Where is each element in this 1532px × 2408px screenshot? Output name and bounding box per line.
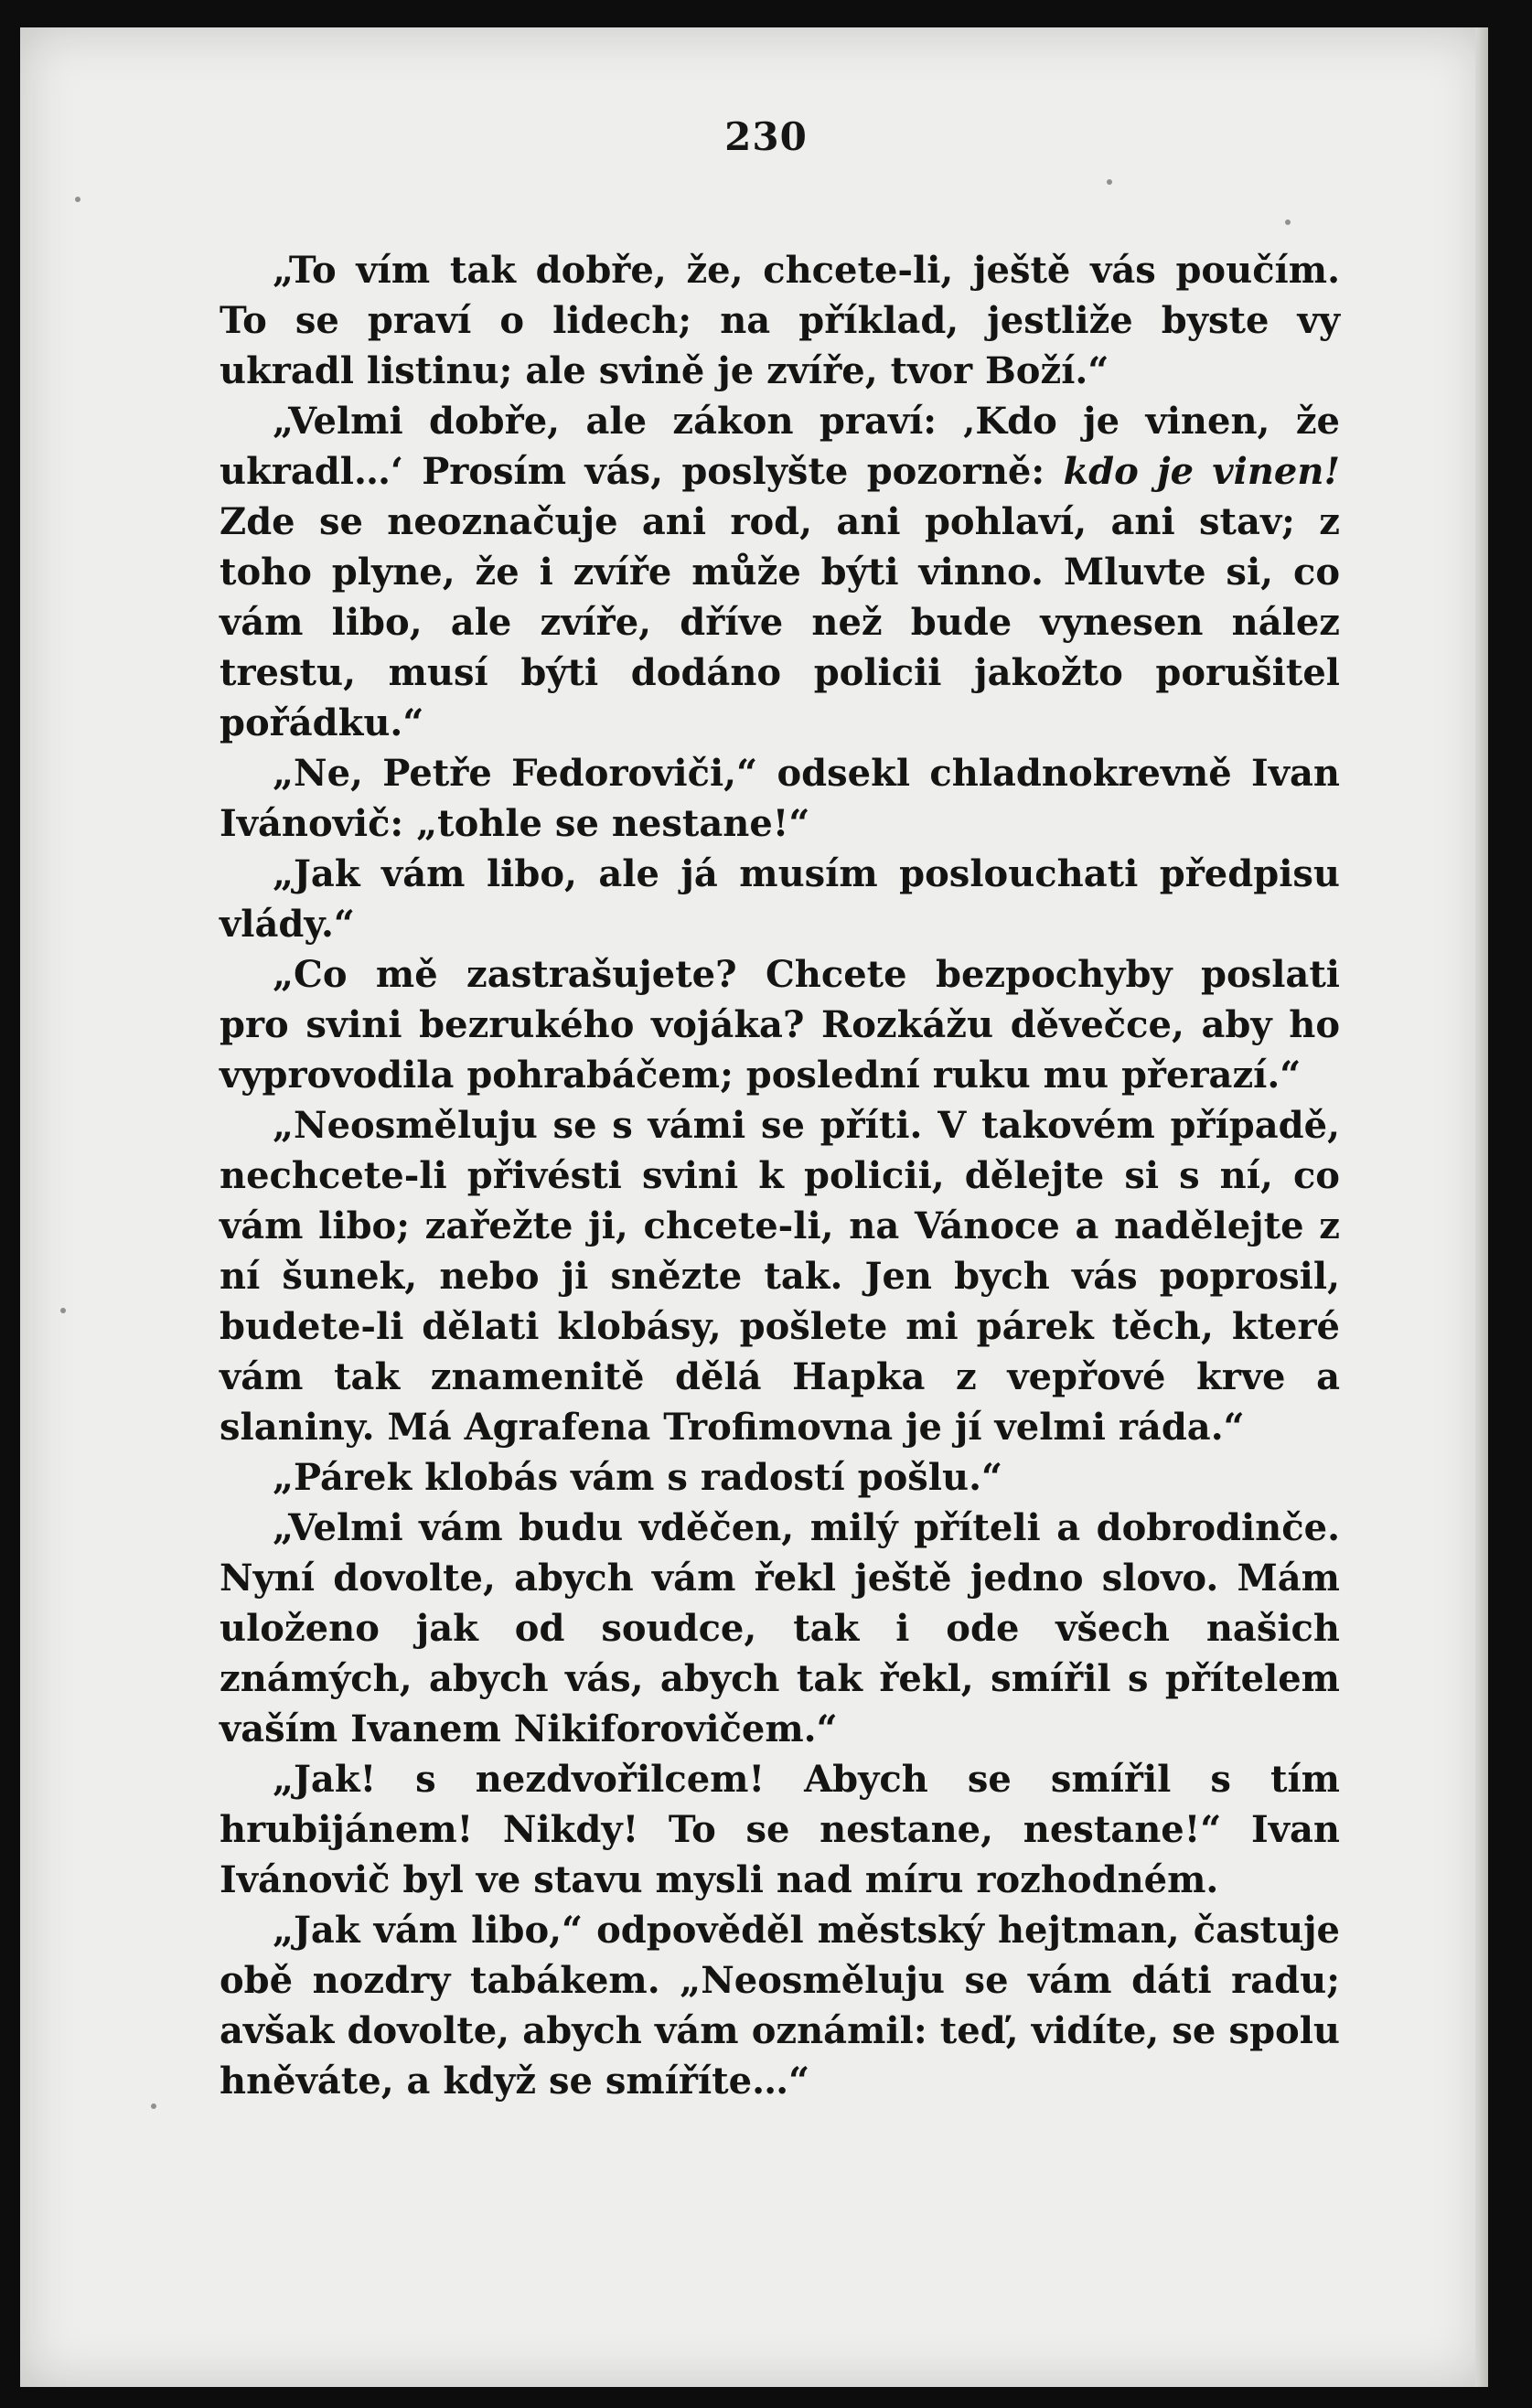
italic-emphasis: kdo je vinen! (1063, 450, 1340, 493)
paragraph-text: Zde se neoznačuje ani rod, ani pohlaví, ani stav; z toho plyne, že i zvíře může býti vinno. Mluvte si, co vám libo, ale zvíře, dříve než bude vynesen nález trestu, musí býti dodáno policii jakožto porušitel pořádku.“ (220, 500, 1340, 744)
scan-speck (1107, 179, 1112, 185)
paragraph-text: „Ne, Petře Fedoroviči,“ odsekl chladnokrevně Ivan Ivánovič: „tohle se nestane!“ (220, 752, 1340, 845)
paragraph-text: „Co mě zastrašujete? Chcete bezpochyby poslati pro svini bezrukého vojáka? Rozkážu děvečce, aby ho vyprovodila pohrabáčem; poslední ruku mu přerazí.“ (220, 953, 1340, 1097)
paragraph-text: „To vím tak dobře, že, chcete-li, ještě vás poučím. To se praví o lidech; na příklad, jestliže byste vy ukradl listinu; ale svině je zvíře, tvor Boží.“ (220, 249, 1340, 392)
scan-speck (1285, 219, 1291, 225)
paragraph-text: „Neosměluju se s vámi se příti. V takovém případě, nechcete-li přivésti svini k policii, dělejte si s ní, co vám libo; zařežte ji, chcete-li, na Vánoce a nadělejte z ní šunek, nebo ji snězte tak. Jen bych vás poprosil, budete-li dělati klobásy, pošlete mi párek těch, které vám tak znamenitě dělá Hapka z vepřové krve a slaniny. Má Agrafena Trofimovna je jí velmi ráda.“ (220, 1104, 1340, 1449)
paragraph (220, 1905, 1340, 2106)
scan-speck (75, 197, 80, 202)
paragraph (220, 849, 1340, 949)
paragraph (220, 1100, 1340, 1452)
scan-speck (151, 2103, 156, 2109)
scan-speck (60, 1308, 66, 1313)
page-number: 230 (724, 114, 808, 159)
paragraph (220, 245, 1340, 396)
paragraph (220, 949, 1340, 1100)
paragraph-text: „Velmi vám budu vděčen, milý příteli a dobrodinče. Nyní dovolte, abych vám řekl ještě jedno slovo. Mám uloženo jak od soudce, tak i ode všech našich známých, abych vás, abych tak řekl, smířil s přítelem vaším Ivanem Nikiforovičem.“ (220, 1506, 1340, 1750)
paragraph (220, 1754, 1340, 1905)
paragraph (220, 396, 1340, 748)
paragraph-text: „Jak vám libo,“ odpověděl městský hejtman, častuje obě nozdry tabákem. „Neosměluju se vám dáti radu; avšak dovolte, abych vám oznámil: teď, vidíte, se spolu hněváte, a když se smíříte…“ (220, 1909, 1340, 2103)
page-edge-shadow (1475, 27, 1488, 2387)
paragraph-text: „Párek klobás vám s radostí pošlu.“ (273, 1456, 1003, 1499)
paragraph (220, 1503, 1340, 1754)
paragraph-text: „Velmi dobře, ale zákon praví: ‚Kdo je vinen, že ukradl…‘ Prosím vás, poslyšte pozorně: (220, 400, 1340, 493)
paragraph (220, 748, 1340, 849)
paragraph (220, 1452, 1340, 1503)
paragraph-text: „Jak! s nezdvořilcem! Abych se smířil s tím hrubijánem! Nikdy! To se nestane, nestane!“ Ivan Ivánovič byl ve stavu mysli nad míru rozhodném. (220, 1758, 1340, 1901)
body-text (220, 245, 1340, 2106)
paragraph-text: „Jak vám libo, ale já musím poslouchati předpisu vlády.“ (220, 852, 1340, 946)
